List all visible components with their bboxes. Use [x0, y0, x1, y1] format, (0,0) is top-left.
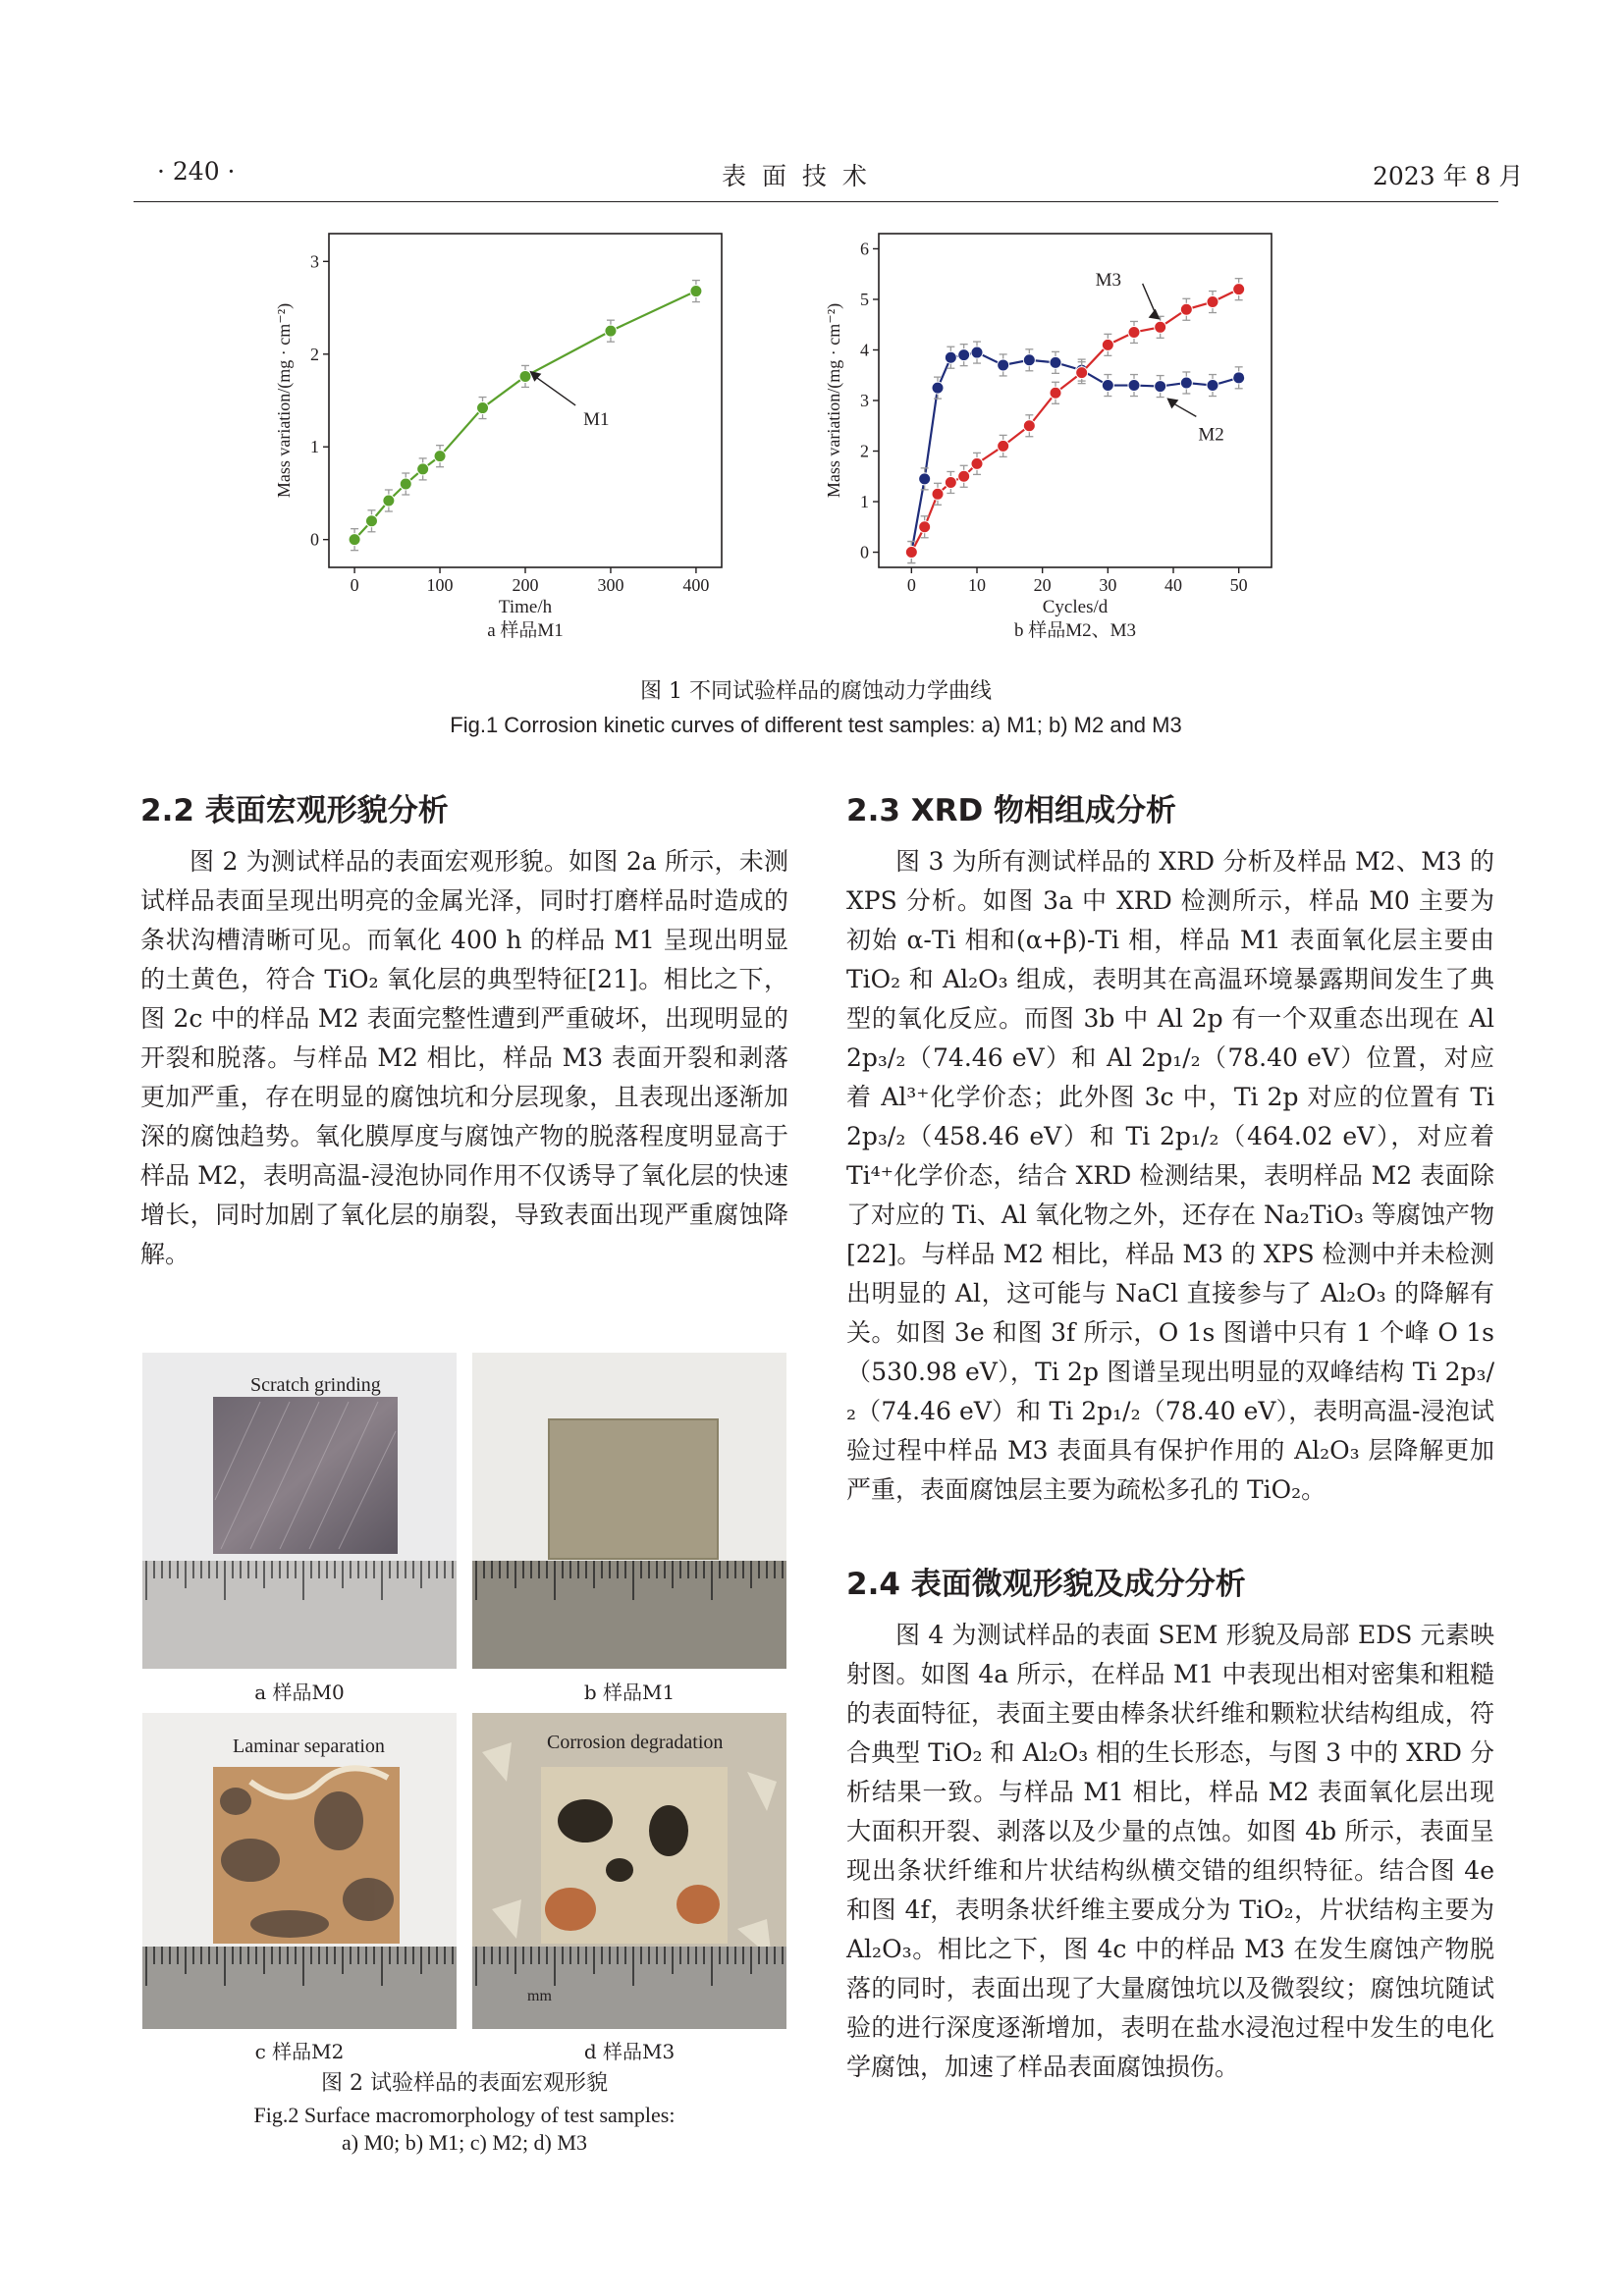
data-point-m3 [998, 440, 1009, 452]
x-tick-label: 10 [968, 575, 986, 595]
section-2-3-paragraph: 图 3 为所有测试样品的 XRD 分析及样品 M2、M3 的 XPS 分析。如图 3a 中 XRD 检测所示，样品 M0 主要为初始 α-Ti 相和(α+β)-Ti 相，样品 M1 表面氧化层主要由 TiO₂ 和 Al₂O₃ 组成，表明其在高温环境暴露期间发生了典型的氧化反应。而图 3b 中 Al 2p 有一个双重态出现在 Al 2p₃/₂（74.46 eV）和 Al 2p₁/₂（78.40 eV）位置，对应着 Al³⁺化学价态；此外图 3c 中，Ti 2p 对应的位置有 Ti 2p₃/₂（458.46 eV）和 Ti 2p₁/₂（464.02 eV），对应着 Ti⁴⁺化学价态，结合 XRD 检测结果，表明样品 M2 表面除了对应的 Ti、Al 氧化物之外，还存在 Na₂TiO₃ 等腐蚀产物[22]。与样品 M2 相比，样品 M3 的 XPS 检测中并未检测出明显的 Al，这可能与 NaCl 直接参与了 Al₂O₃ 的降解有关。如图 3e 和图 3f 所示，O 1s 图谱中只有 1 个峰 O 1s（530.98 eV），Ti 2p 图谱呈现出明显的双峰结构 Ti 2p₃/₂（74.46 eV）和 Ti 2p₁/₂（78.40 eV），表明高温-浸泡试验过程中样品 M3 表面具有保护作用的 Al₂O₃ 层降解更加严重，表面腐蚀层主要为疏松多孔的 TiO₂。 [846, 847, 1494, 1504]
y-tick-label: 1 [860, 492, 869, 512]
data-point-m1 [417, 463, 429, 475]
data-point-m2 [1050, 356, 1061, 368]
section-2-2-title: 2.2 表面宏观形貌分析 [140, 793, 449, 828]
data-point-m2 [932, 382, 944, 394]
data-point-m1 [434, 451, 446, 462]
x-tick-label: 400 [682, 575, 710, 595]
data-point-m3 [1076, 367, 1088, 379]
data-point-m2 [1128, 380, 1140, 392]
data-point-m3 [1155, 321, 1166, 333]
data-point-m3 [1180, 303, 1192, 315]
data-point-m3 [1128, 326, 1140, 338]
data-point-m3 [958, 470, 970, 482]
chart-m1-mass-variation [265, 216, 795, 687]
photo-m2 [142, 1713, 457, 2029]
figure2-caption-en-1: Fig.2 Surface macromorphology of test samples: [253, 2103, 676, 2127]
data-point-m2 [971, 347, 983, 358]
figure1-caption-cn: 图 1 不同试验样品的腐蚀动力学曲线 [640, 679, 992, 704]
data-point-m3 [919, 521, 931, 533]
data-point-m3 [945, 476, 956, 488]
y-tick-label: 1 [310, 437, 319, 457]
x-tick-label: 0 [906, 575, 916, 595]
data-point-m1 [519, 370, 531, 382]
x-tick-label: 0 [350, 575, 359, 595]
data-point-m1 [690, 286, 702, 297]
figure2-caption-en-2: a) M0; b) M1; c) M2; d) M3 [342, 2130, 587, 2155]
data-point-m1 [383, 495, 395, 507]
y-axis-label: Mass variation/(mg · cm⁻²) [274, 302, 294, 499]
photo-m1 [472, 1353, 786, 1669]
data-point-m3 [971, 457, 983, 469]
data-point-m2 [958, 349, 970, 361]
annotation-label-m1: M1 [583, 408, 610, 430]
journal-title: 表 面 技 术 [722, 162, 871, 190]
data-point-m3 [932, 488, 944, 500]
data-point-m3 [1102, 339, 1113, 350]
data-point-m1 [477, 402, 489, 414]
y-tick-label: 5 [860, 289, 869, 309]
data-point-m2 [1023, 354, 1035, 366]
figure1-caption-en: Fig.1 Corrosion kinetic curves of different test samples: a) M1; b) M2 and M3 [450, 713, 1182, 737]
x-tick-label: 300 [597, 575, 624, 595]
x-tick-label: 100 [426, 575, 454, 595]
y-axis-label: Mass variation/(mg · cm⁻²) [824, 302, 843, 499]
chart-subtitle: a 样品M1 [487, 620, 564, 641]
data-point-m3 [1023, 420, 1035, 432]
data-point-m1 [400, 478, 411, 490]
x-tick-label: 30 [1099, 575, 1117, 595]
data-point-m2 [1102, 380, 1113, 392]
header-rule [134, 201, 1498, 202]
series-line-m1 [354, 292, 696, 540]
data-point-m2 [919, 473, 931, 485]
data-point-m3 [1233, 284, 1245, 295]
plot-frame [329, 234, 722, 567]
annotation-scratch-grinding: Scratch grinding [250, 1374, 381, 1396]
annotation-label-m2: M2 [1198, 424, 1224, 446]
data-point-m2 [1180, 377, 1192, 389]
data-point-m2 [945, 351, 956, 363]
figure2-caption-cn: 图 2 试验样品的表面宏观形貌 [321, 2071, 608, 2096]
annotation-corrosion-degradation: Corrosion degradation [547, 1732, 724, 1753]
annotation-arrow [535, 377, 575, 405]
photo-m0-label: a 样品M0 [254, 1681, 345, 1704]
annotation-arrowhead [1166, 398, 1178, 408]
ruler-mm-label: mm [527, 1988, 552, 2004]
plot-frame [879, 234, 1272, 567]
data-point-m1 [349, 534, 360, 546]
photo-m1-label: b 样品M1 [583, 1681, 676, 1704]
y-tick-label: 0 [310, 529, 319, 550]
y-tick-label: 6 [860, 239, 869, 259]
section-2-4-title: 2.4 表面微观形貌及成分分析 [846, 1567, 1246, 1602]
y-tick-label: 2 [310, 344, 319, 364]
photo-m3-label: d 样品M3 [583, 2040, 676, 2063]
chart-subtitle: b 样品M2、M3 [1013, 620, 1137, 641]
section-2-3-title: 2.3 XRD 物相组成分析 [846, 793, 1177, 828]
x-tick-label: 40 [1164, 575, 1182, 595]
data-point-m2 [1155, 381, 1166, 393]
annotation-laminar-separation: Laminar separation [233, 1735, 385, 1757]
y-tick-label: 0 [860, 542, 869, 562]
y-tick-label: 3 [310, 251, 319, 272]
y-tick-label: 3 [860, 391, 869, 410]
y-tick-label: 2 [860, 441, 869, 461]
data-point-m3 [1050, 387, 1061, 399]
section-2-4-paragraph: 图 4 为测试样品的表面 SEM 形貌及局部 EDS 元素映射图。如图 4a 所示，在样品 M1 中表现出相对密集和粗糙的表面特征，表面主要由棒条状纤维和颗粒状结构组成，符合典型 TiO₂ 和 Al₂O₃ 相的生长形态，与图 3 中的 XRD 分析结果一致。与样品 M1 相比，样品 M2 表面氧化层出现大面积开裂、剥落以及少量的点蚀。如图 4b 所示，表面呈现出条状纤维和片状结构纵横交错的组织特征。结合图 4e 和图 4f，表明条状纤维主要成分为 TiO₂，片状结构主要为 Al₂O₃。相比之下，图 4c 中的样品 M3 在发生腐蚀产物脱落的同时，表面出现了大量腐蚀坑以及微裂纹；腐蚀坑随试验的进行深度逐渐增加，表明在盐水浸泡过程中发生的电化学腐蚀，加速了样品表面腐蚀损伤。 [846, 1621, 1494, 2081]
photo-m3 [472, 1713, 786, 2029]
data-point-m3 [905, 547, 917, 559]
issue-date: 2023 年 8 月 [1373, 162, 1524, 190]
annotation-arrowhead [1149, 309, 1161, 320]
x-axis-label: Time/h [498, 597, 553, 617]
x-tick-label: 200 [512, 575, 539, 595]
series-line-m3 [911, 290, 1238, 553]
x-axis-label: Cycles/d [1042, 597, 1109, 617]
annotation-label-m3: M3 [1095, 269, 1122, 291]
x-tick-label: 20 [1033, 575, 1052, 595]
y-tick-label: 4 [860, 340, 869, 360]
page-number: · 240 · [157, 157, 236, 186]
data-point-m2 [1233, 372, 1245, 384]
data-point-m1 [605, 325, 617, 337]
photo-m0 [142, 1353, 457, 1669]
x-tick-label: 50 [1229, 575, 1248, 595]
data-point-m2 [998, 359, 1009, 371]
chart-m2-m3-mass-variation [815, 216, 1345, 687]
data-point-m1 [365, 515, 377, 527]
photo-m2-label: c 样品M2 [254, 2040, 345, 2063]
section-2-2-paragraph: 图 2 为测试样品的表面宏观形貌。如图 2a 所示，未测试样品表面呈现出明亮的金属光泽，同时打磨样品时造成的条状沟槽清晰可见。而氧化 400 h 的样品 M1 呈现出明显的土黄色，符合 TiO₂ 氧化层的典型特征[21]。相比之下，图 2c 中的样品 M2 表面完整性遭到严重破坏，出现明显的开裂和脱落。与样品 M2 相比，样品 M3 表面开裂和剥落更加严重，存在明显的腐蚀坑和分层现象，且表现出逐渐加深的腐蚀趋势。氧化膜厚度与腐蚀产物的脱落程度明显高于样品 M2，表明高温-浸泡协同作用不仅诱导了氧化层的快速增长，同时加剧了氧化层的崩裂，导致表面出现严重腐蚀降解。 [140, 847, 788, 1268]
data-point-m3 [1207, 296, 1218, 308]
data-point-m2 [1207, 380, 1218, 392]
